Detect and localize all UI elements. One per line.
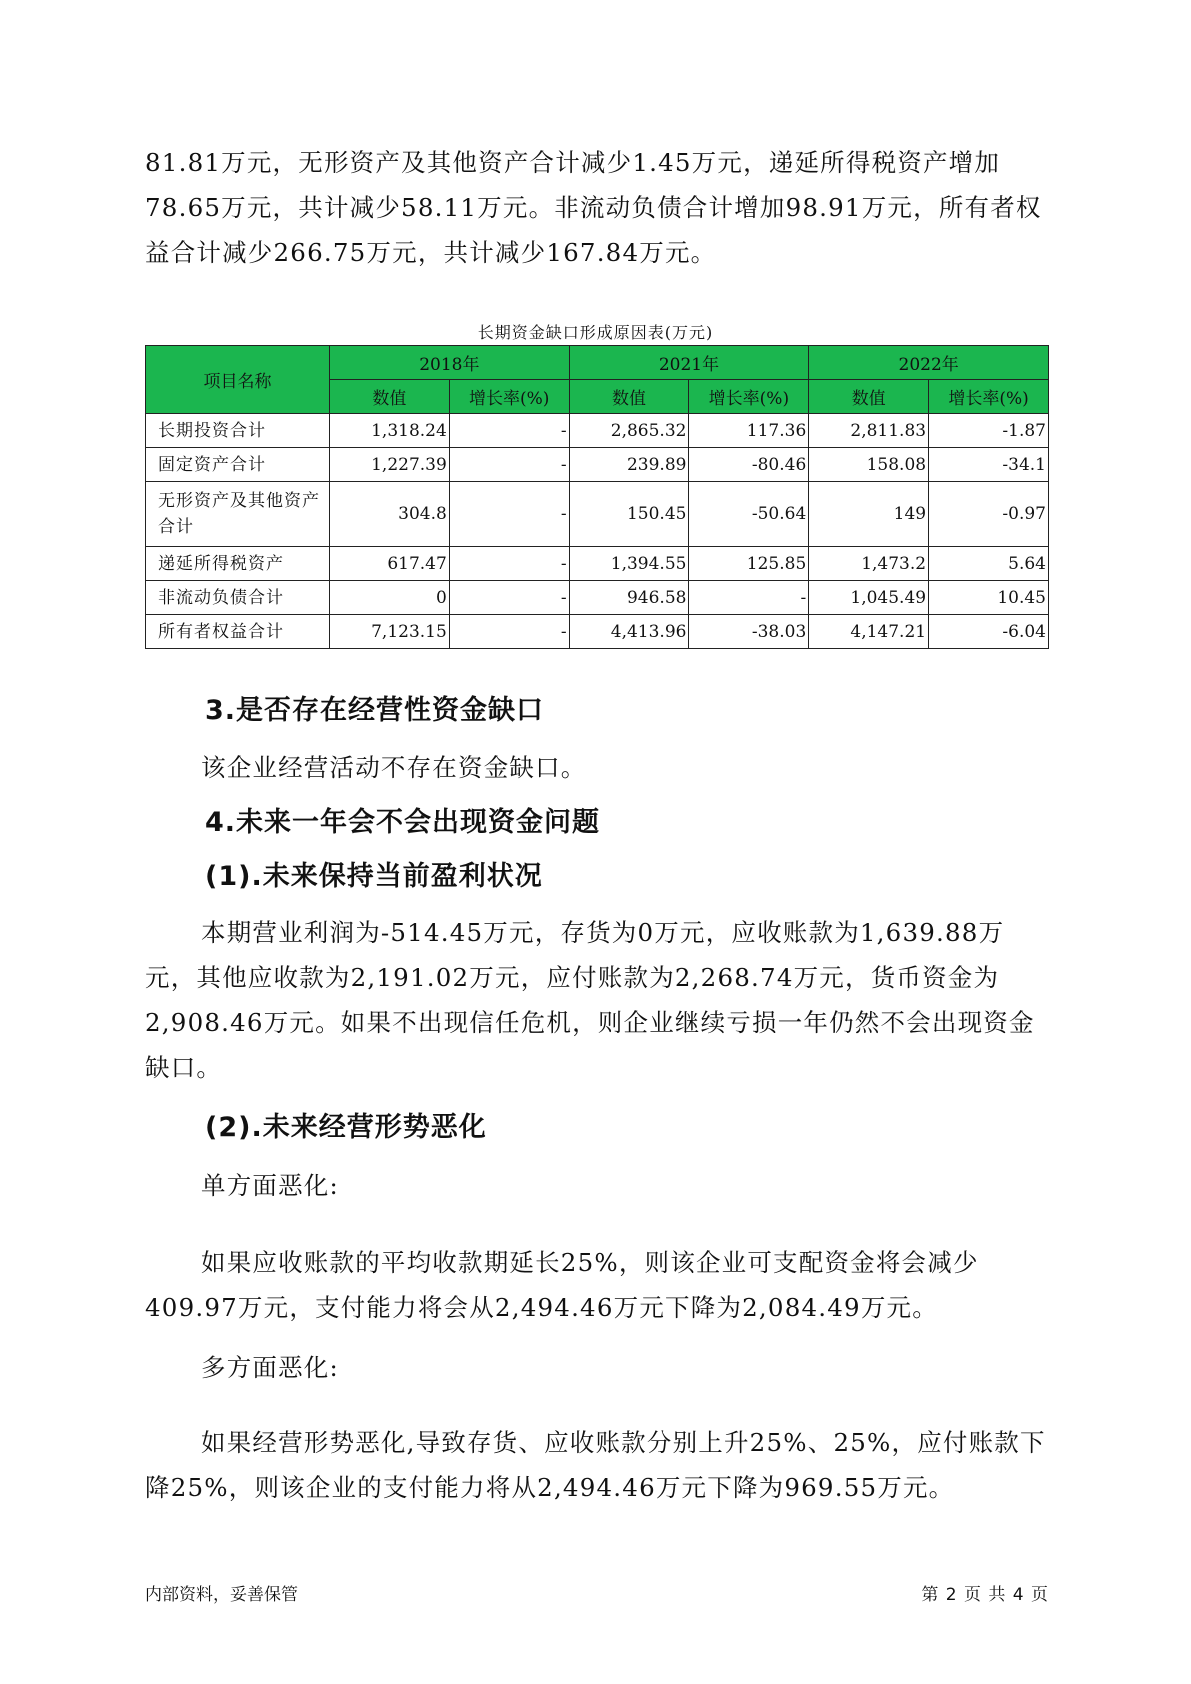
header-item-name: 项目名称 [146,346,330,414]
multi-deterioration-body: 如果经营形势恶化,导致存货、应收账款分别上升25%、25%，应付账款下降25%，则该企业的支付能力将从2,494.46万元下降为969.55万元。 [145,1428,1046,1502]
cell-value-2021: 1,394.55 [569,547,689,581]
header-year-2022: 2022年 [809,346,1049,380]
footer-confidential-note: 内部资料，妥善保管 [145,1585,298,1605]
cell-rate-2021: 125.85 [689,547,809,581]
section3-heading: 3.是否存在经营性资金缺口 [205,695,545,726]
cell-rate-2021: -80.46 [689,448,809,482]
funding-gap-table [145,345,1049,649]
cell-rate-2022: -0.97 [929,482,1049,547]
cell-value-2018: 1,318.24 [330,414,450,448]
cell-rate-2018: - [449,448,569,482]
cell-rate-2021: -38.03 [689,615,809,649]
cell-value-2018: 1,227.39 [330,448,450,482]
cell-value-2021: 2,865.32 [569,414,689,448]
header-value-2021: 数值 [569,380,689,414]
cell-rate-2018: - [449,547,569,581]
cell-value-2022: 1,045.49 [809,581,929,615]
cell-value-2022: 1,473.2 [809,547,929,581]
cell-value-2021: 150.45 [569,482,689,547]
multi-deterioration-label: 多方面恶化: [201,1353,339,1382]
cell-rate-2022: -6.04 [929,615,1049,649]
cell-rate-2021: -50.64 [689,482,809,547]
table-row [146,615,1049,649]
cell-value-2018: 7,123.15 [330,615,450,649]
cell-rate-2021: 117.36 [689,414,809,448]
table-caption: 长期资金缺口形成原因表(万元) [477,323,714,342]
row-name: 所有者权益合计 [146,615,330,649]
single-deterioration-label: 单方面恶化: [201,1171,339,1200]
table-row [146,414,1049,448]
cell-rate-2018: - [449,414,569,448]
cell-rate-2018: - [449,615,569,649]
table-row [146,581,1049,615]
cell-rate-2021: - [689,581,809,615]
section4-sub1-heading: (1).未来保持当前盈利状况 [205,861,543,892]
row-name: 无形资产及其他资产合计 [146,482,330,547]
header-rate-2021: 增长率(%) [689,380,809,414]
cell-rate-2022: 10.45 [929,581,1049,615]
intro-paragraph: 81.81万元，无形资产及其他资产合计减少1.45万元，递延所得税资产增加78.65万元，共计减少58.11万元。非流动负债合计增加98.91万元，所有者权益合计减少266.75万元，共计减少167.84万元。 [145,148,1042,267]
table-row [146,482,1049,547]
row-name: 递延所得税资产 [146,547,330,581]
cell-value-2022: 4,147.21 [809,615,929,649]
section4-heading: 4.未来一年会不会出现资金问题 [205,807,601,838]
row-name: 非流动负债合计 [146,581,330,615]
table-row [146,448,1049,482]
header-value-2018: 数值 [330,380,450,414]
cell-value-2021: 946.58 [569,581,689,615]
header-rate-2018: 增长率(%) [449,380,569,414]
cell-value-2022: 2,811.83 [809,414,929,448]
cell-rate-2018: - [449,482,569,547]
cell-value-2022: 149 [809,482,929,547]
cell-value-2018: 617.47 [330,547,450,581]
cell-rate-2022: -34.1 [929,448,1049,482]
header-value-2022: 数值 [809,380,929,414]
cell-value-2018: 0 [330,581,450,615]
header-year-2018: 2018年 [330,346,570,380]
cell-rate-2022: 5.64 [929,547,1049,581]
section3-body: 该企业经营活动不存在资金缺口。 [201,753,587,782]
section4-sub1-body: 本期营业利润为-514.45万元，存货为0万元，应收账款为1,639.88万元，其他应收款为2,191.02万元，应付账款为2,268.74万元，货币资金为2,908.46万元。如果不出现信任危机，则企业继续亏损一年仍然不会出现资金缺口。 [145,918,1035,1082]
cell-value-2022: 158.08 [809,448,929,482]
table-row [146,547,1049,581]
section4-sub2-heading: (2).未来经营形势恶化 [205,1112,487,1143]
row-name: 固定资产合计 [146,448,330,482]
row-name: 长期投资合计 [146,414,330,448]
footer-page-number: 第 2 页 共 4 页 [921,1585,1049,1605]
cell-rate-2022: -1.87 [929,414,1049,448]
table-header-row-years [146,346,1049,380]
header-year-2021: 2021年 [569,346,809,380]
cell-value-2021: 4,413.96 [569,615,689,649]
cell-rate-2018: - [449,581,569,615]
cell-value-2021: 239.89 [569,448,689,482]
single-deterioration-body: 如果应收账款的平均收款期延长25%，则该企业可支配资金将会减少409.97万元，支付能力将会从2,494.46万元下降为2,084.49万元。 [145,1248,979,1322]
cell-value-2018: 304.8 [330,482,450,547]
header-rate-2022: 增长率(%) [929,380,1049,414]
